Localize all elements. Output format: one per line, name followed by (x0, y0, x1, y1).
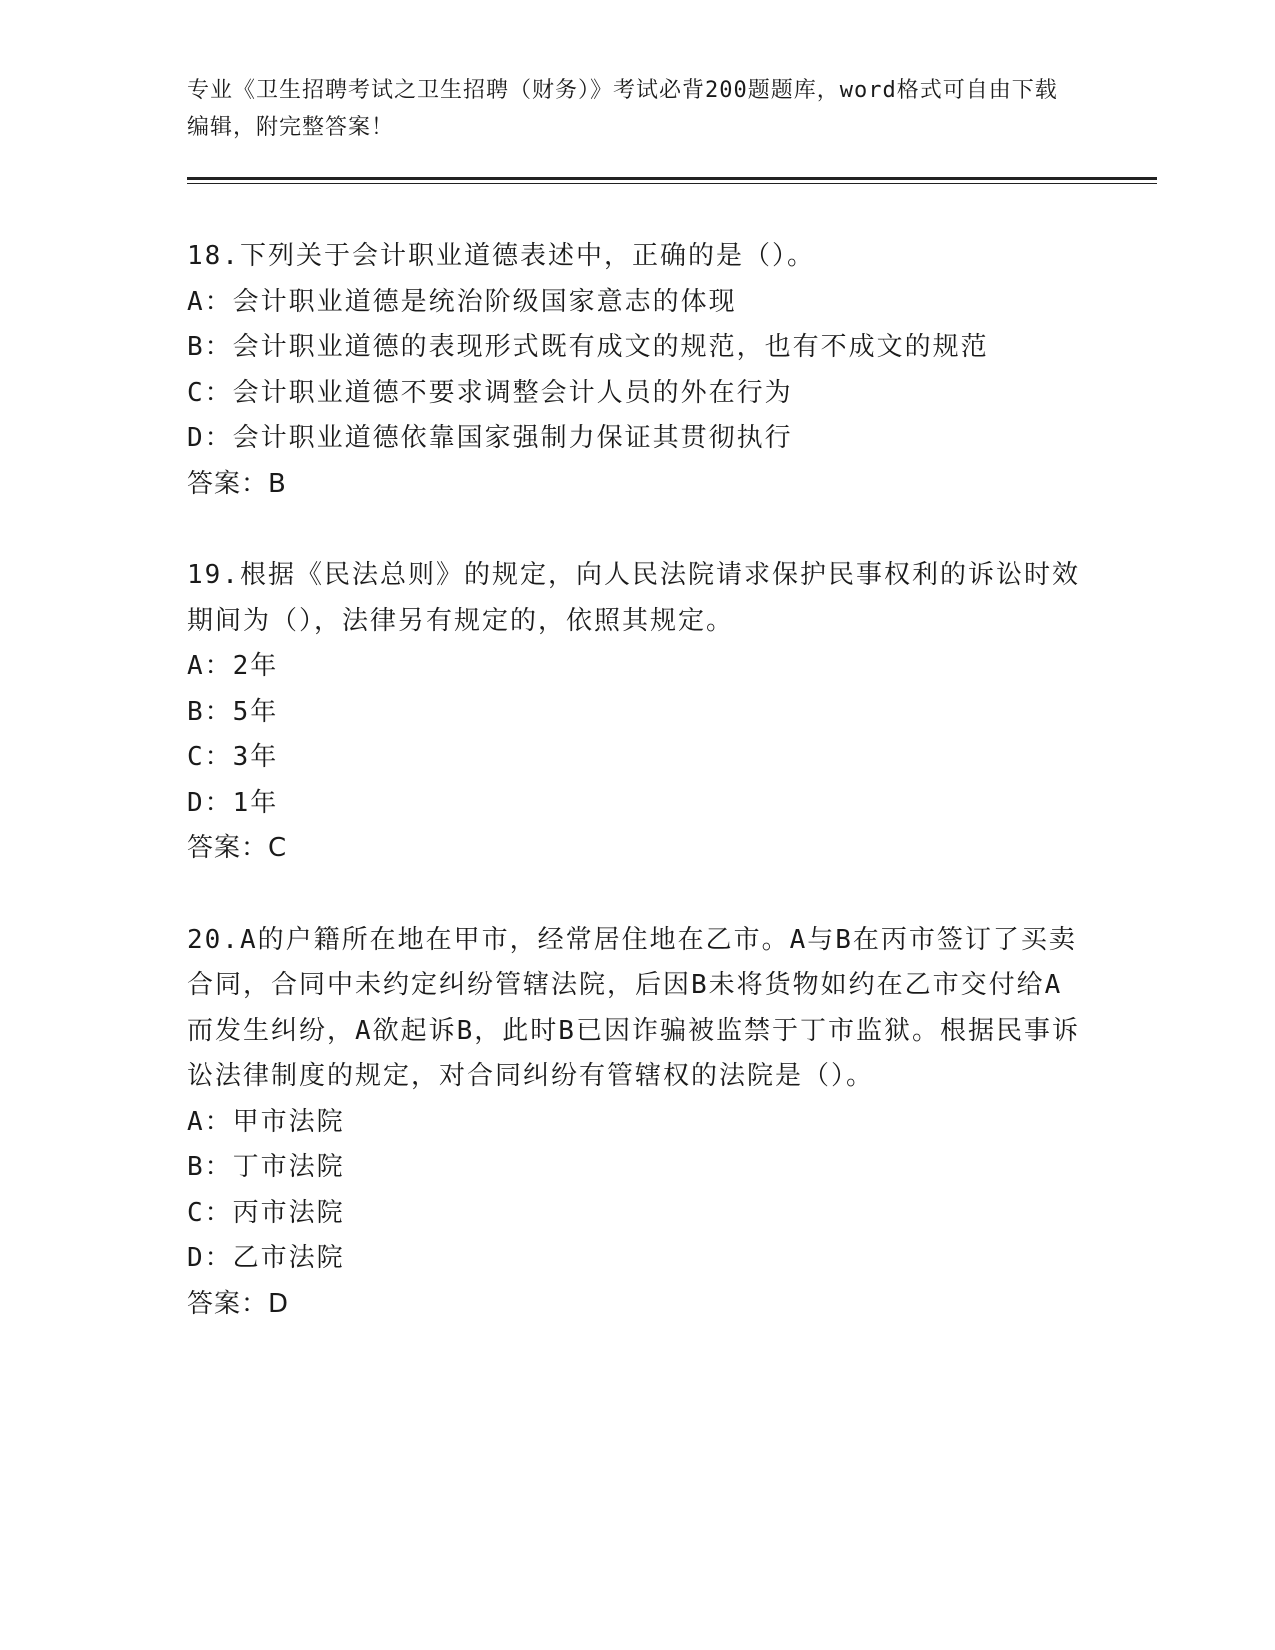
header-divider-thin (187, 183, 1157, 184)
option-d: D：乙市法院 (187, 1243, 345, 1273)
question-stem: 20.A的户籍所在地在甲市，经常居住地在乙市。A与B在丙市签订了买卖合同，合同中未约定纠纷管辖法院，后因B未将货物如约在乙市交付给A而发生纠纷，A欲起诉B，此时B已因诈骗被监禁于丁市监狱。根据民事诉讼法律制度的规定，对合同纠纷有管辖权的法院是（）。 (187, 924, 1080, 1091)
option-b: B：5年 (187, 696, 279, 727)
option-d: D：会计职业道德依靠国家强制力保证其贯彻执行 (187, 423, 793, 453)
option-a: A：甲市法院 (187, 1106, 345, 1137)
option-a: A：2年 (187, 651, 279, 681)
question-list (187, 234, 1087, 1373)
answer-line: 答案：D (187, 1288, 290, 1319)
option-b: B：丁市法院 (187, 1152, 345, 1182)
option-d: D：1年 (187, 787, 279, 818)
header-divider-thick (187, 177, 1157, 180)
option-c: C：会计职业道德不要求调整会计人员的外在行为 (187, 377, 793, 408)
question-stem: 18.下列关于会计职业道德表述中，正确的是（）。 (187, 241, 815, 271)
question-19 (187, 553, 1087, 872)
question-20 (187, 918, 1087, 1328)
question-18 (187, 234, 1087, 507)
question-stem: 19.根据《民法总则》的规定，向人民法院请求保护民事权利的诉讼时效期间为（），法律另有规定的，依照其规定。 (187, 560, 1080, 636)
answer-line: 答案：B (187, 468, 287, 499)
option-a: A：会计职业道德是统治阶级国家意志的体现 (187, 286, 737, 317)
document-header: 专业《卫生招聘考试之卫生招聘（财务）》考试必背200题题库，word格式可自由下载编辑，附完整答案！ (187, 78, 1058, 140)
answer-line: 答案：C (187, 833, 288, 863)
option-c: C：3年 (187, 742, 279, 772)
option-c: C：丙市法院 (187, 1197, 345, 1228)
option-b: B：会计职业道德的表现形式既有成文的规范，也有不成文的规范 (187, 332, 989, 362)
